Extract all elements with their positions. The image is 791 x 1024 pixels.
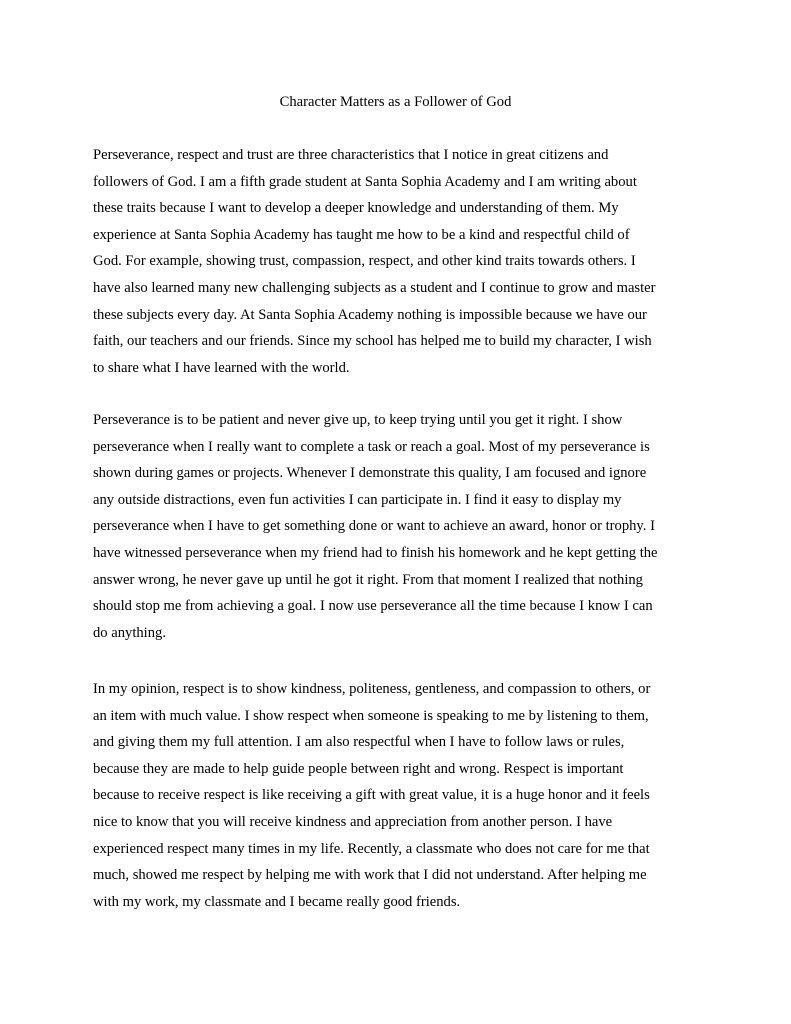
text-line: do anything. bbox=[93, 624, 166, 641]
text-line: answer wrong, he never gave up until he got it right. From that moment I realized that nothing bbox=[93, 571, 643, 588]
text-line: followers of God. I am a fifth grade student at Santa Sophia Academy and I am writing about bbox=[93, 173, 637, 190]
text-line: these traits because I want to develop a deeper knowledge and understanding of them. My bbox=[93, 200, 619, 217]
document-title: Character Matters as a Follower of God bbox=[279, 94, 512, 110]
text-line: shown during games or projects. Whenever I demonstrate this quality, I am focused and ignore bbox=[93, 465, 647, 482]
text-line: perseverance when I have to get something done or want to achieve an award, honor or trophy. I bbox=[93, 518, 655, 535]
text-line: with my work, my classmate and I became really good friends. bbox=[93, 893, 461, 910]
paragraph-respect bbox=[93, 676, 650, 915]
text-line: should stop me from achieving a goal. I now use perseverance all the time because I know I can bbox=[93, 598, 653, 615]
paragraph-perseverance bbox=[93, 407, 658, 646]
text-line: God. For example, showing trust, compassion, respect, and other kind traits towards others. I bbox=[93, 253, 636, 270]
text-line: In my opinion, respect is to show kindness, politeness, gentleness, and compassion to others, or bbox=[93, 681, 651, 697]
text-line: because to receive respect is like receiving a gift with great value, it is a huge honor and it feels bbox=[93, 787, 650, 804]
text-line: to share what I have learned with the world. bbox=[93, 359, 350, 376]
text-line: have also learned many new challenging subjects as a student and I continue to grow and master bbox=[93, 279, 656, 296]
text-line: faith, our teachers and our friends. Since my school has helped me to build my character, I wish bbox=[93, 333, 652, 350]
text-line: and giving them my full attention. I am also respectful when I have to follow laws or rules, bbox=[93, 734, 625, 751]
text-line: an item with much value. I show respect when someone is speaking to me by listening to them, bbox=[93, 707, 649, 724]
text-line: Perseverance, respect and trust are three characteristics that I notice in great citizens and bbox=[93, 147, 609, 163]
text-line: because they are made to help guide people between right and wrong. Respect is important bbox=[93, 760, 624, 777]
text-line: have witnessed perseverance when my friend had to finish his homework and he kept getting the bbox=[93, 544, 658, 561]
text-line: Perseverance is to be patient and never give up, to keep trying until you get it right. I show bbox=[93, 412, 623, 428]
text-line: nice to know that you will receive kindness and appreciation from another person. I have bbox=[93, 813, 613, 830]
text-line: perseverance when I really want to complete a task or reach a goal. Most of my perseverance is bbox=[93, 438, 650, 455]
text-line: much, showed me respect by helping me with work that I did not understand. After helping me bbox=[93, 867, 647, 884]
text-line: experience at Santa Sophia Academy has taught me how to be a kind and respectful child of bbox=[93, 226, 630, 243]
text-line: experienced respect many times in my life. Recently, a classmate who does not care for me that bbox=[93, 840, 650, 857]
text-line: these subjects every day. At Santa Sophia Academy nothing is impossible because we have our bbox=[93, 306, 647, 323]
paragraph-intro bbox=[93, 142, 656, 381]
text-line: any outside distractions, even fun activities I can participate in. I find it easy to display my bbox=[93, 491, 622, 508]
